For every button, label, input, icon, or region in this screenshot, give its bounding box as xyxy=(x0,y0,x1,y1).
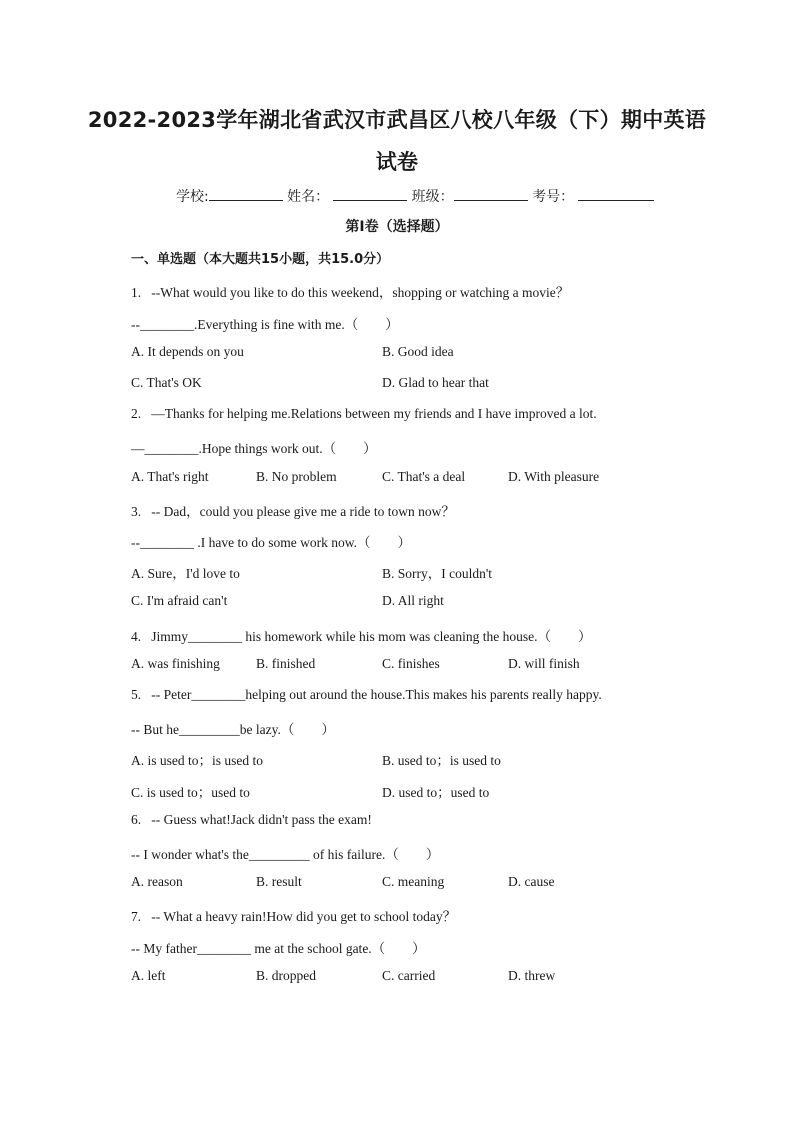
part-heading: 一、单选题（本大题共15小题，共15.0分） xyxy=(131,252,390,267)
option-a[interactable]: A. reason xyxy=(131,874,183,889)
question-line: -- Guess what!Jack didn't pass the exam! xyxy=(151,812,372,827)
option-d[interactable]: D. used to；used to xyxy=(382,785,490,800)
option-a[interactable]: A. is used to；is used to xyxy=(131,753,264,768)
name-blank[interactable] xyxy=(333,186,407,201)
option-b[interactable]: B. Good idea xyxy=(382,344,454,359)
question-stem xyxy=(131,500,455,520)
question-stem xyxy=(131,687,602,703)
option-b[interactable]: B. result xyxy=(256,874,302,889)
option-b[interactable]: B. dropped xyxy=(256,968,316,983)
exam-title-line1: 2022-2023学年湖北省武汉市武昌区八校八年级（下）期中英语 xyxy=(87,108,707,132)
question-line: —Thanks for helping me.Relations between my friends and I have improved a lot. xyxy=(151,406,597,421)
student-info-row xyxy=(176,186,654,206)
question-number: 3. xyxy=(131,504,142,519)
question-stem xyxy=(131,812,372,828)
question-number: 1. xyxy=(131,285,142,300)
option-a[interactable]: A. It depends on you xyxy=(131,344,244,359)
question-number: 6. xyxy=(131,812,142,827)
option-d[interactable]: D. threw xyxy=(508,968,556,983)
number-blank[interactable] xyxy=(578,186,654,201)
question-number: 7. xyxy=(131,909,142,924)
option-b[interactable]: B. Sorry，I couldn't xyxy=(382,566,493,581)
option-a[interactable]: A. That's right xyxy=(131,469,209,484)
option-a[interactable]: A. left xyxy=(131,968,166,983)
question-stem xyxy=(131,905,456,925)
option-c[interactable]: C. is used to；used to xyxy=(131,785,250,800)
question-number: 5. xyxy=(131,687,142,702)
school-blank[interactable] xyxy=(209,186,283,201)
class-blank[interactable] xyxy=(454,186,528,201)
question-line: --________ .I have to do some work now.（ ） xyxy=(131,535,411,550)
option-d[interactable]: D. Glad to hear that xyxy=(382,375,489,390)
question-number: 4. xyxy=(131,629,142,644)
class-label: 班级： xyxy=(411,189,454,205)
question-line: —________.Hope things work out.（ ） xyxy=(131,441,377,456)
option-c[interactable]: C. That's a deal xyxy=(382,469,466,484)
option-c[interactable]: C. That's OK xyxy=(131,375,202,390)
question-stem xyxy=(131,625,591,645)
section-heading: 第I卷（选择题） xyxy=(345,219,449,235)
option-b[interactable]: B. No problem xyxy=(256,469,337,484)
option-c[interactable]: C. I'm afraid can't xyxy=(131,593,228,608)
number-label: 考号： xyxy=(532,189,575,205)
option-c[interactable]: C. finishes xyxy=(382,656,440,671)
option-a[interactable]: A. Sure，I'd love to xyxy=(131,566,240,581)
option-c[interactable]: C. meaning xyxy=(382,874,445,889)
question-line: -- But he_________be lazy.（ ） xyxy=(131,722,335,737)
option-c[interactable]: C. carried xyxy=(382,968,436,983)
question-line: -- Peter________helping out around the house.This makes his parents really happy. xyxy=(151,687,602,702)
question-number: 2. xyxy=(131,406,142,421)
school-label: 学校: xyxy=(176,189,209,205)
question-line: -- I wonder what's the_________ of his failure.（ ） xyxy=(131,847,440,862)
option-b[interactable]: B. used to；is used to xyxy=(382,753,501,768)
question-line: --________.Everything is fine with me.（ ） xyxy=(131,317,399,332)
question-line: -- Dad，could you please give me a ride to town now？ xyxy=(151,504,455,519)
option-b[interactable]: B. finished xyxy=(256,656,316,671)
option-d[interactable]: D. With pleasure xyxy=(508,469,600,484)
question-line: --What would you like to do this weekend，shopping or watching a movie？ xyxy=(151,285,570,300)
question-stem xyxy=(131,281,569,301)
name-label: 姓名： xyxy=(287,189,330,205)
question-line: -- My father________ me at the school gate.（ ） xyxy=(131,941,426,956)
question-stem xyxy=(131,406,597,422)
option-d[interactable]: D. cause xyxy=(508,874,555,889)
exam-title-line2: 试卷 xyxy=(375,150,419,174)
question-line: -- What a heavy rain!How did you get to school today？ xyxy=(151,909,457,924)
option-d[interactable]: D. will finish xyxy=(508,656,580,671)
option-d[interactable]: D. All right xyxy=(382,593,444,608)
question-line: Jimmy________ his homework while his mom was cleaning the house.（ ） xyxy=(151,629,592,644)
option-a[interactable]: A. was finishing xyxy=(131,656,220,671)
